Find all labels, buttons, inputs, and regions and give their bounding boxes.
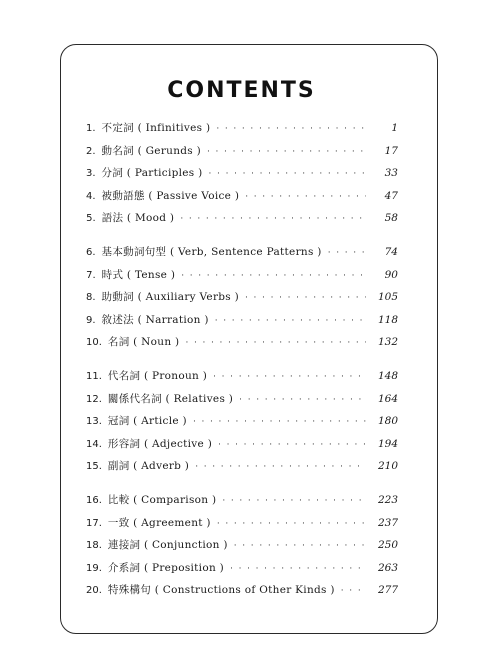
entry-page: 118	[377, 313, 398, 326]
entry-title: 關係代名詞 ( Relatives )	[107, 392, 234, 405]
entry-page: 263	[377, 561, 398, 574]
toc-entry[interactable]	[86, 210, 398, 233]
toc-entry[interactable]	[86, 120, 398, 143]
entry-page: 164	[377, 392, 398, 405]
toc-entry[interactable]	[86, 560, 398, 583]
entry-number: 6.	[86, 246, 96, 258]
toc-entry[interactable]	[86, 582, 398, 605]
entry-title: 動名詞 ( Gerunds )	[101, 144, 202, 157]
dot-leader	[207, 147, 366, 157]
entry-page: 1	[391, 122, 398, 134]
dot-leader	[218, 440, 366, 450]
entry-number: 14.	[86, 438, 102, 450]
toc-entry[interactable]	[86, 312, 398, 335]
entry-number: 8.	[86, 292, 96, 304]
toc-entry[interactable]	[86, 458, 398, 481]
dot-leader	[216, 124, 366, 134]
entry-page: 180	[377, 415, 398, 428]
entry-title: 被動語態 ( Passive Voice )	[101, 189, 240, 202]
entry-title: 分詞 ( Participles )	[101, 167, 203, 180]
dot-leader	[230, 564, 366, 574]
dot-leader	[245, 192, 366, 202]
entry-title: 代名詞 ( Pronoun )	[107, 369, 208, 382]
entry-number: 9.	[86, 314, 96, 326]
entry-number: 2.	[86, 145, 96, 157]
entry-number: 11.	[86, 370, 102, 382]
entry-title: 不定詞 ( Infinitives )	[101, 122, 211, 134]
entry-page: 33	[384, 167, 398, 180]
table-of-contents	[86, 120, 398, 616]
toc-entry[interactable]	[86, 537, 398, 560]
entry-number: 20.	[86, 585, 102, 597]
toc-entry[interactable]	[86, 188, 398, 211]
entry-title: 特殊構句 ( Constructions of Other Kinds )	[107, 584, 335, 597]
entry-page: 58	[384, 212, 398, 225]
entry-title: 介系詞 ( Preposition )	[107, 561, 225, 574]
entry-page: 250	[377, 539, 398, 552]
entry-page: 194	[377, 437, 398, 450]
toc-entry[interactable]	[86, 244, 398, 267]
dot-leader	[193, 417, 366, 427]
entry-title: 名詞 ( Noun )	[107, 336, 180, 349]
entry-title: 一致 ( Agreement )	[107, 516, 211, 529]
entry-page: 74	[384, 245, 398, 258]
dot-leader	[195, 462, 366, 472]
dot-leader	[217, 519, 366, 529]
dot-leader	[215, 316, 366, 326]
toc-entry[interactable]	[86, 267, 398, 290]
entry-title: 基本動詞句型 ( Verb, Sentence Patterns )	[101, 245, 322, 258]
toc-entry[interactable]	[86, 289, 398, 312]
dot-leader	[234, 541, 366, 551]
entry-page: 277	[377, 584, 398, 597]
dot-leader	[245, 293, 366, 303]
entry-number: 16.	[86, 494, 102, 506]
toc-entry[interactable]	[86, 143, 398, 166]
entry-number: 10.	[86, 337, 102, 349]
entry-title: 助動詞 ( Auxiliary Verbs )	[101, 291, 240, 304]
toc-entry[interactable]	[86, 515, 398, 538]
toc-entry[interactable]	[86, 165, 398, 188]
entry-page: 223	[377, 493, 398, 506]
entry-number: 18.	[86, 540, 102, 552]
dot-leader	[341, 586, 366, 596]
toc-group	[86, 120, 398, 233]
toc-entry[interactable]	[86, 391, 398, 414]
entry-title: 語法 ( Mood )	[101, 212, 175, 225]
toc-entry[interactable]	[86, 413, 398, 436]
entry-number: 15.	[86, 461, 102, 473]
dot-leader	[209, 169, 366, 179]
toc-entry[interactable]	[86, 436, 398, 459]
dot-leader	[239, 395, 366, 405]
dot-leader	[222, 496, 366, 506]
entry-page: 237	[377, 516, 398, 529]
toc-entry[interactable]	[86, 492, 398, 515]
entry-number: 7.	[86, 269, 96, 281]
entry-number: 19.	[86, 562, 102, 574]
entry-number: 17.	[86, 517, 102, 529]
entry-title: 時式 ( Tense )	[101, 268, 176, 281]
toc-entry[interactable]	[86, 368, 398, 391]
dot-leader	[213, 372, 366, 382]
toc-group	[86, 244, 398, 357]
entry-page: 210	[377, 460, 398, 473]
entry-number: 3.	[86, 168, 96, 180]
entry-page: 148	[377, 369, 398, 382]
toc-entry[interactable]	[86, 334, 398, 357]
entry-number: 4.	[86, 190, 96, 202]
dot-leader	[181, 271, 366, 281]
dot-leader	[185, 338, 366, 348]
entry-number: 1.	[86, 123, 96, 134]
entry-title: 冠詞 ( Article )	[107, 415, 187, 428]
entry-title: 形容詞 ( Adjective )	[107, 437, 213, 450]
entry-page: 47	[384, 189, 398, 202]
dot-leader	[328, 248, 366, 258]
entry-page: 105	[377, 291, 398, 304]
entry-number: 5.	[86, 213, 96, 225]
entry-title: 比較 ( Comparison )	[107, 493, 217, 506]
entry-title: 副詞 ( Adverb )	[107, 460, 190, 473]
entry-number: 12.	[86, 393, 102, 405]
entry-page: 132	[377, 336, 398, 349]
toc-group	[86, 492, 398, 605]
entry-number: 13.	[86, 416, 102, 428]
entry-page: 17	[384, 144, 398, 157]
page-title: CONTENTS	[167, 78, 316, 103]
entry-title: 敘述法 ( Narration )	[101, 313, 209, 326]
dot-leader	[180, 214, 366, 224]
entry-title: 連接詞 ( Conjunction )	[107, 539, 228, 552]
entry-page: 90	[384, 268, 398, 281]
toc-group	[86, 368, 398, 481]
